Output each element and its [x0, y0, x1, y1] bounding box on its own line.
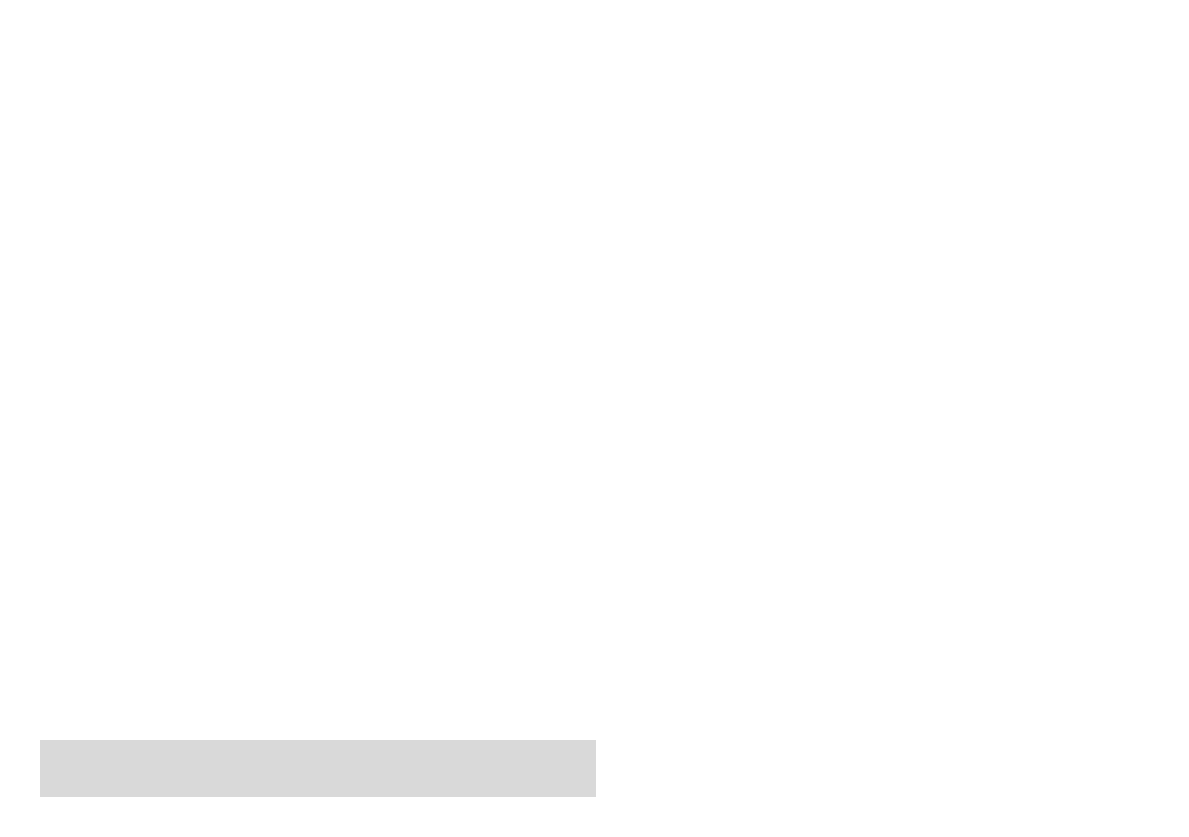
schedule-note-box: [40, 740, 596, 797]
header: [44, 58, 1173, 63]
machikado-gallery-section: [598, 736, 1180, 739]
